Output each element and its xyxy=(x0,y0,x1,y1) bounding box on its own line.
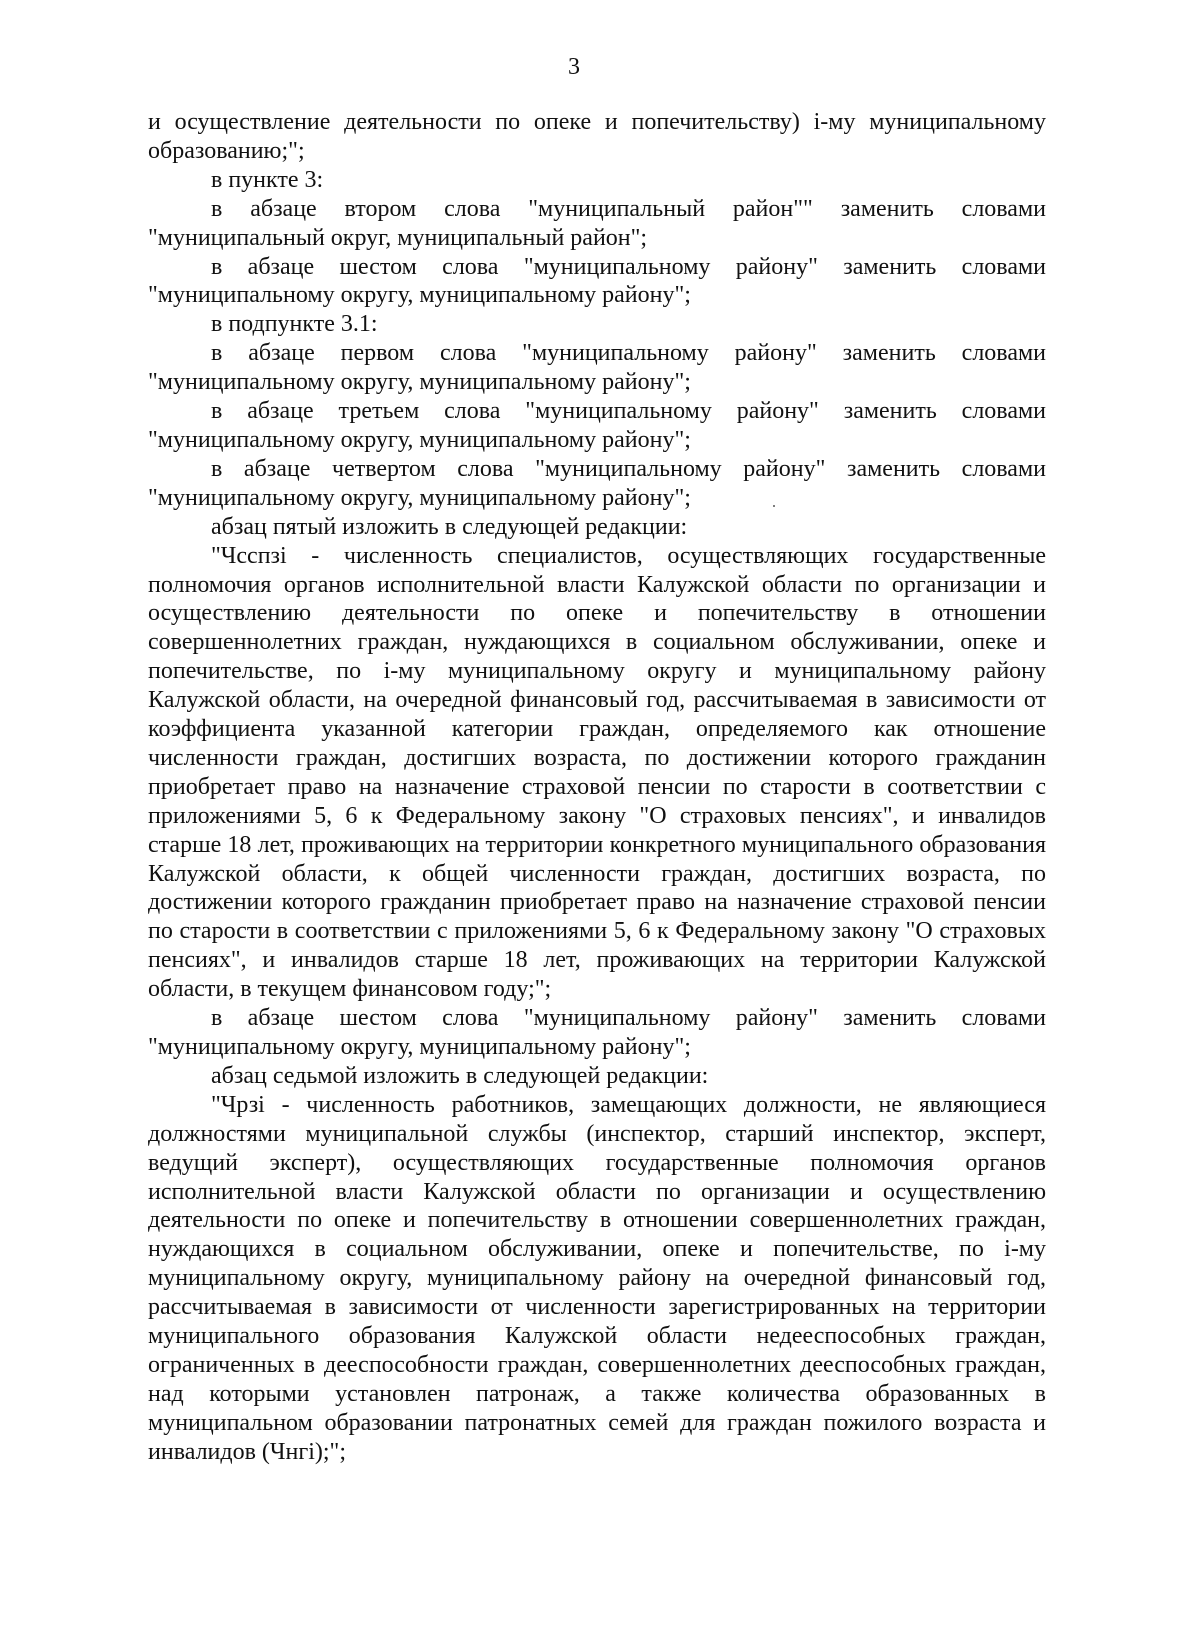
paragraph-amend-third-cont: "муниципальному округу, муниципальному району"; xyxy=(148,426,691,453)
scan-speck xyxy=(773,505,775,507)
paragraph-fifth-intro: абзац пятый изложить в следующей редакции: xyxy=(211,513,688,540)
paragraph-item-3: в пункте 3: xyxy=(211,166,324,193)
paragraph-continuation: и осуществление деятельности по опеке и попечительству) i-му муниципальному образованию;"; xyxy=(148,109,1046,164)
paragraph-amend-third: в абзаце третьем слова "муниципальному району" заменить словами xyxy=(211,398,1046,425)
paragraph-amend-second-cont: "муниципальный округ, муниципальный район"; xyxy=(148,224,648,251)
paragraph-subitem-3-1: в подпункте 3.1: xyxy=(211,311,378,338)
paragraph-amend-first-cont: "муниципальному округу, муниципальному району"; xyxy=(148,369,691,396)
document-body xyxy=(148,108,1046,1467)
paragraph-seventh-text: "Чрзi - численность работников, замещающих должности, не являющиеся должностями муниципальной службы (инспектор, старший инспектор, эксперт, ведущий эксперт), осуществляющих государственные полномочия органов исполнительной власти Калужской области по организации и осуществлению деятельности по опеке и попечительству в отношении совершеннолетних граждан, нуждающихся в социальном обслуживании, опеке и попечительстве, по i-му муниципальному округу, муниципальному району на очередной финансовый год, рассчитываемая в зависимости от численности зарегистрированных на территории муниципального образования Калужской области недееспособных граждан, ограниченных в дееспособности граждан, совершеннолетних дееспособных граждан, над которыми установлен патронаж, а также количества образованных в муниципальном образовании патронатных семей для граждан пожилого возраста и инвалидов (Чнгi);"; xyxy=(148,1091,1046,1465)
paragraph-amend-fourth: в абзаце четвертом слова "муниципальному району" заменить словами xyxy=(211,455,1046,482)
paragraph-amend-sixth: в абзаце шестом слова "муниципальному району" заменить словами xyxy=(211,253,1046,280)
paragraph-amend-sixth-cont: "муниципальному округу, муниципальному району"; xyxy=(148,282,691,309)
paragraph-seventh-intro: абзац седьмой изложить в следующей редакции: xyxy=(211,1062,709,1089)
paragraph-amend-second: в абзаце втором слова "муниципальный район"" заменить словами xyxy=(211,195,1046,222)
page-number: 3 xyxy=(568,54,580,80)
paragraph-amend-first: в абзаце первом слова "муниципальному району" заменить словами xyxy=(211,340,1046,367)
paragraph-fifth-text: "Чсспзi - численность специалистов, осуществляющих государственные полномочия органов исполнительной власти Калужской области по организации и осуществлению деятельности по опеке и попечительству в отношении совершеннолетних граждан, нуждающихся в социальном обслуживании, опеке и попечительстве, по i-му муниципальному округу и муниципальному району Калужской области, на очередной финансовый год, рассчитываемая в зависимости от коэффициента указанной категории граждан, определяемого как отношение численности граждан, достигших возраста, по достижении которого гражданин приобретает право на назначение страховой пенсии по старости в соответствии с приложениями 5, 6 к Федеральному закону "О страховых пенсиях", и инвалидов старше 18 лет, проживающих на территории конкретного муниципального образования Калужской области, к общей численности граждан, достигших возраста, по достижении которого гражданин приобретает право на назначение страховой пенсии по старости в соответствии с приложениями 5, 6 к Федеральному закону "О страховых пенсиях", и инвалидов старше 18 лет, проживающих на территории Калужской области, в текущем финансовом году;"; xyxy=(148,542,1046,1003)
paragraph-amend-sixth-2-cont: "муниципальному округу, муниципальному району"; xyxy=(148,1034,691,1060)
paragraph-amend-fourth-cont: "муниципальному округу, муниципальному району"; xyxy=(148,484,691,511)
paragraph-amend-sixth-2: в абзаце шестом слова "муниципальному району" заменить словами xyxy=(211,1005,1046,1032)
